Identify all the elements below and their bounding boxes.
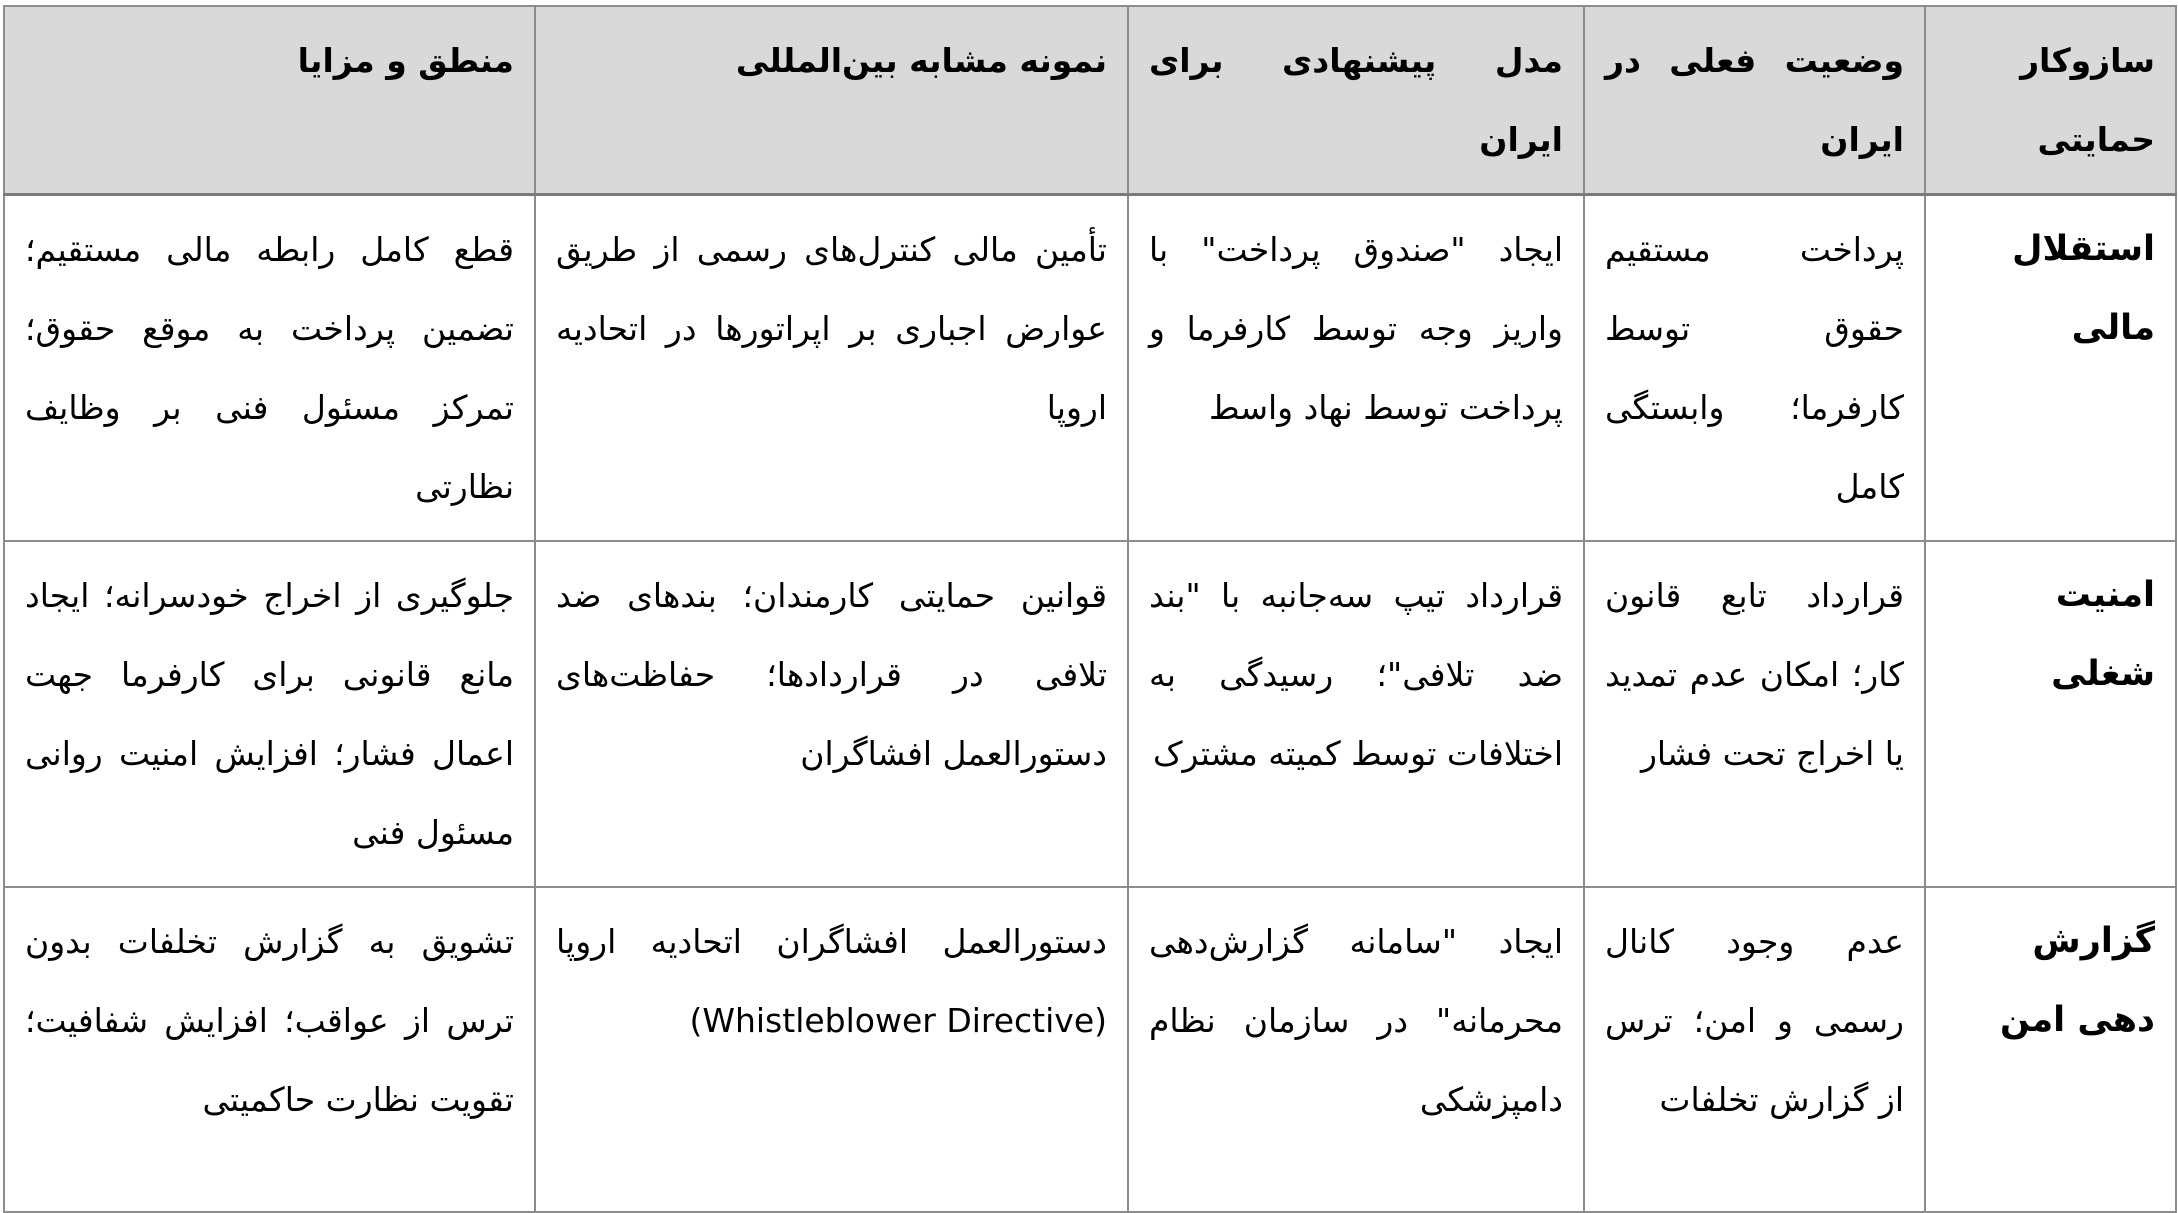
cell-current-status: عدم وجود کانال رسمی و امن؛ ترس از گزارش تخلفات	[1584, 887, 1925, 1212]
cell-rationale: قطع کامل رابطه مالی مستقیم؛ تضمین پرداخت به موقع حقوق؛ تمرکز مسئول فنی بر وظایف نظارتی	[4, 195, 535, 542]
row-mechanism: امنیت شغلی	[1925, 541, 2176, 887]
cell-proposed-model: ایجاد "سامانه گزارش‌دهی محرمانه" در سازمان نظام دامپزشکی	[1128, 887, 1584, 1212]
document-page	[3, 5, 2175, 1213]
cell-rationale: جلوگیری از اخراج خودسرانه؛ ایجاد مانع قانونی برای کارفرما جهت اعمال فشار؛ افزایش امنیت روانی مسئول فنی	[4, 541, 535, 887]
cell-rationale: تشویق به گزارش تخلفات بدون ترس از عواقب؛ افزایش شفافیت؛ تقویت نظارت حاکمیتی	[4, 887, 535, 1212]
comparison-table	[3, 5, 2177, 1213]
international-example-en: (Whistleblower Directive)	[689, 1001, 1107, 1040]
cell-proposed-model: ایجاد "صندوق پرداخت" با واریز وجه توسط کارفرما و پرداخت توسط نهاد واسط	[1128, 195, 1584, 542]
header-proposed-model: مدل پیشنهادی برای ایران	[1128, 6, 1584, 195]
cell-international-example: تأمین مالی کنترل‌های رسمی از طریق عوارض اجباری بر اپراتورها در اتحادیه اروپا	[535, 195, 1128, 542]
table-row	[4, 195, 2176, 542]
table-row	[4, 541, 2176, 887]
row-mechanism: استقلال مالی	[1925, 195, 2176, 542]
cell-international-example	[535, 887, 1128, 1212]
cell-current-status: پرداخت مستقیم حقوق توسط کارفرما؛ وابستگی کامل	[1584, 195, 1925, 542]
row-mechanism: گزارش دهی امن	[1925, 887, 2176, 1212]
international-example-fa: دستورالعمل افشاگران اتحادیه اروپا	[556, 922, 1107, 961]
table-body	[4, 195, 2176, 1213]
table-row	[4, 887, 2176, 1212]
header-mechanism: سازوکار حمایتی	[1925, 6, 2176, 195]
cell-proposed-model: قرارداد تیپ سه‌جانبه با "بند ضد تلافی"؛ رسیدگی به اختلافات توسط کمیته مشترک	[1128, 541, 1584, 887]
table-header	[4, 6, 2176, 195]
header-international-example: نمونه مشابه بین‌المللی	[535, 6, 1128, 195]
header-rationale: منطق و مزایا	[4, 6, 535, 195]
cell-international-example: قوانین حمایتی کارمندان؛ بندهای ضد تلافی در قراردادها؛ حفاظت‌های دستورالعمل افشاگران	[535, 541, 1128, 887]
cell-current-status: قرارداد تابع قانون کار؛ امکان عدم تمدید یا اخراج تحت فشار	[1584, 541, 1925, 887]
header-row	[4, 6, 2176, 195]
header-current-status: وضعیت فعلی در ایران	[1584, 6, 1925, 195]
